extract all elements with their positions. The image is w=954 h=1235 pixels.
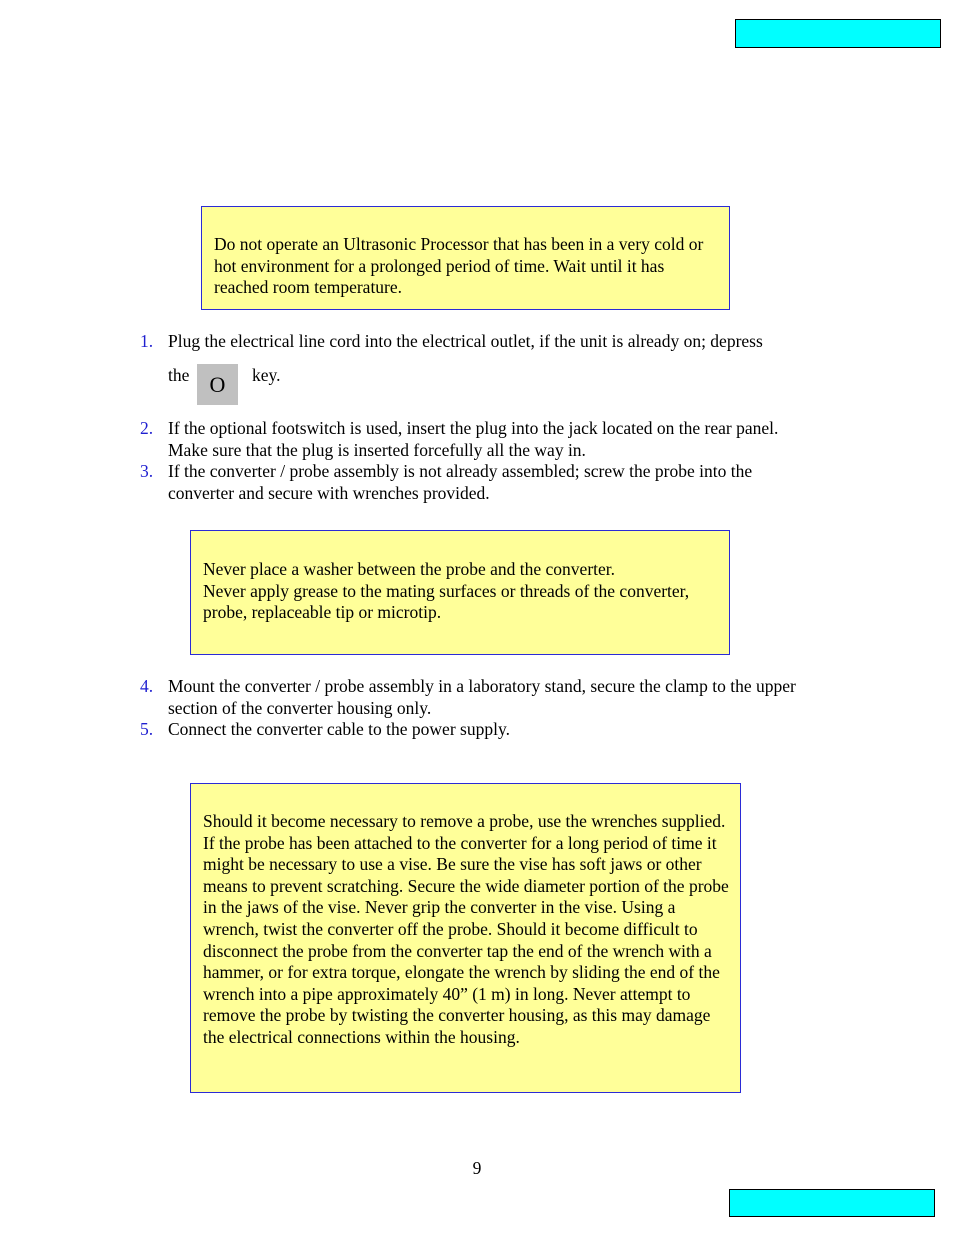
step-5-text: Connect the converter cable to the power supply. <box>168 719 510 739</box>
step-4-number: 4. <box>140 676 154 696</box>
step-3-number: 3. <box>140 461 154 481</box>
step-1-before-key: the <box>168 365 190 385</box>
step-1-continuation <box>168 364 368 406</box>
step-1-text: Plug the electrical line cord into the electrical outlet, if the unit is already on; depress <box>168 331 763 351</box>
top-cyan-bar <box>735 19 941 48</box>
step-2-number: 2. <box>140 418 154 438</box>
step-5-number: 5. <box>140 719 154 739</box>
caution-note-washer-grease <box>190 530 730 655</box>
step-1-number: 1. <box>140 331 154 351</box>
step-2-text: If the optional footswitch is used, insert the plug into the jack located on the rear panel. Make sure that the plug is inserted forcefully all the way in. <box>168 418 779 460</box>
caution-note-temperature <box>201 206 730 310</box>
step-4-text: Mount the converter / probe assembly in a laboratory stand, secure the clamp to the upper section of the converter housing only. <box>168 676 796 718</box>
caution-note-grease-text: Never apply grease to the mating surfaces or threads of the converter, probe, replaceable tip or microtip. <box>203 580 690 623</box>
caution-note-temperature-text: Do not operate an Ultrasonic Processor that has been in a very cold or hot environment for a prolonged period of time. Wait until it has reached room temperature. <box>214 234 704 298</box>
step-3-text: If the converter / probe assembly is not already assembled; screw the probe into the converter and secure with wrenches provided. <box>168 461 753 503</box>
caution-note-probe-removal-text: Should it become necessary to remove a probe, use the wrenches supplied. If the probe has been attached to the converter for a long period of time it might be necessary to use a vise. Be sure the vise has soft jaws or other means to prevent scratching. Secure the wide diameter portion of the probe in the jaws of the vise. Never grip the converter in the vise. Using a wrench, twist the converter off the probe. Should it become difficult to disconnect the probe from the converter tap the end of the wrench with a hammer, or for extra torque, elongate the wrench by sliding the end of the wrench into a pipe approximately 40” (1 m) in long. Never attempt to remove the probe by twisting the converter housing, as this may damage the electrical connections within the housing. <box>203 811 729 1047</box>
page-number: 9 <box>472 1158 482 1178</box>
off-key-icon: O <box>197 364 238 405</box>
caution-note-washer-text: Never place a washer between the probe and the converter. <box>203 559 616 579</box>
step-1-after-key: key. <box>252 365 281 385</box>
caution-note-probe-removal <box>190 783 741 1093</box>
bottom-cyan-bar <box>729 1189 935 1217</box>
